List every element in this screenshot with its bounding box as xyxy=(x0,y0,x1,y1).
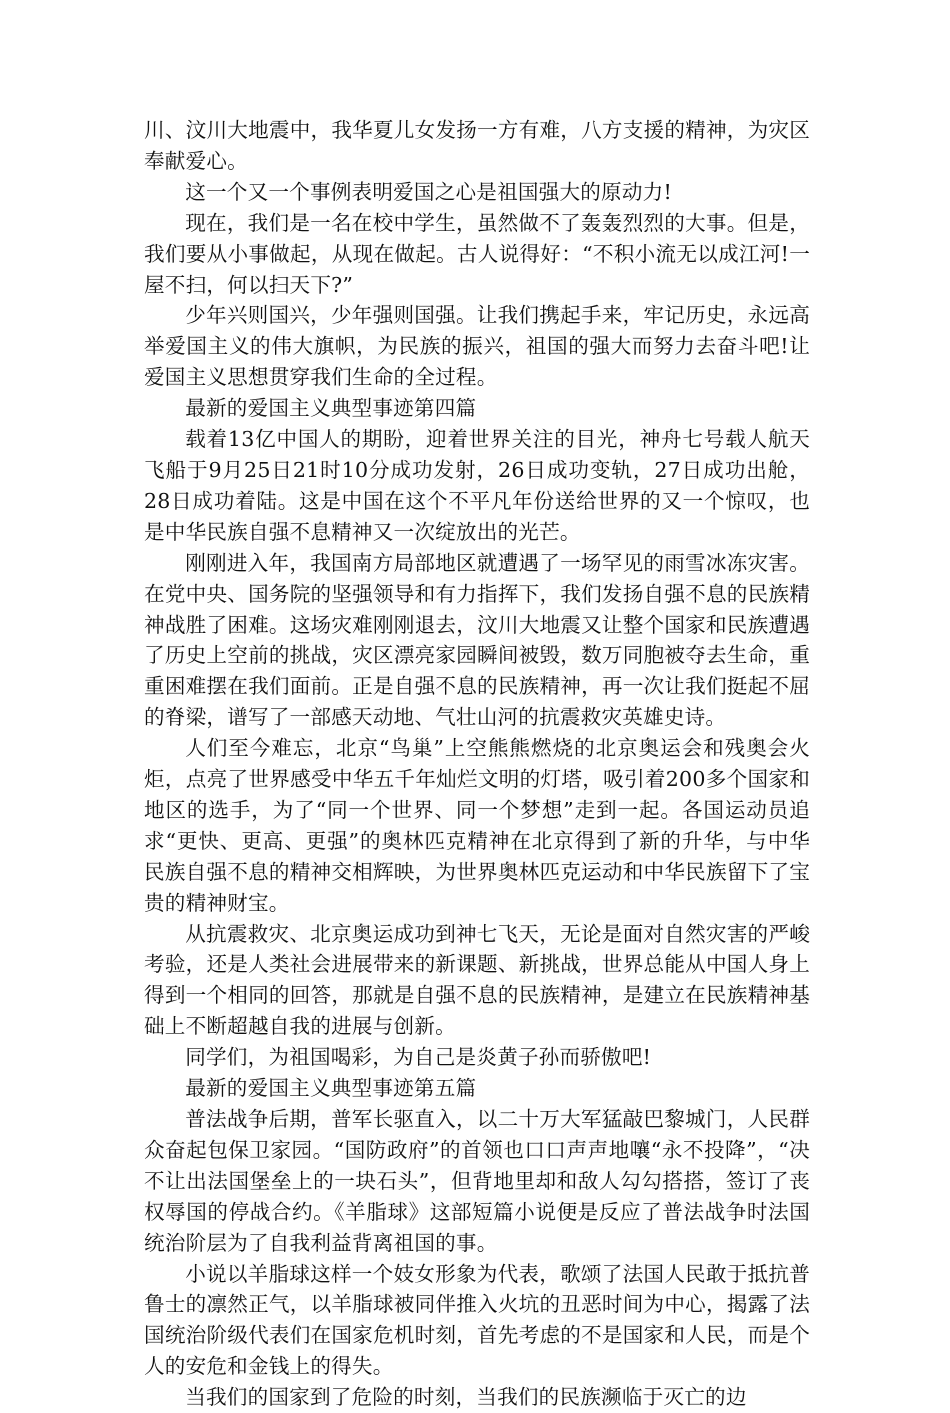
section-heading: 最新的爱国主义典型事迹第四篇 xyxy=(185,396,477,421)
paragraph: 载着13亿中国人的期盼，迎着世界关注的目光，神舟七号载人航天飞船于9月25日21时10分成功发射，26日成功变轨，27日成功出舱，28日成功着陆。这是中国在这个不平凡年份送给世界的又一个惊叹，也是中华民族自强不息精神又一次绽放出的光芒。 xyxy=(144,427,810,544)
paragraph: 人们至今难忘，北京“鸟巢”上空熊熊燃烧的北京奥运会和残奥会火炬，点亮了世界感受中华五千年灿烂文明的灯塔，吸引着200多个国家和地区的选手，为了“同一个世界、同一个梦想”走到一起。各国运动员追求“更快、更高、更强”的奥林匹克精神在北京得到了新的升华，与中华民族自强不息的精神交相辉映，为世界奥林匹克运动和中华民族留下了宝贵的精神财宝。 xyxy=(144,736,810,915)
paragraph: 川、汶川大地震中，我华夏儿女发扬一方有难，八方支援的精神，为灾区奉献爱心。 xyxy=(144,118,810,173)
paragraph: 现在，我们是一名在校中学生，虽然做不了轰轰烈烈的大事。但是，我们要从小事做起，从现在做起。古人说得好：“不积小流无以成江河!一屋不扫，何以扫天下?” xyxy=(144,210,810,297)
paragraph: 刚刚进入年，我国南方局部地区就遭遇了一场罕见的雨雪冰冻灾害。在党中央、国务院的坚强领导和有力指挥下，我们发扬自强不息的民族精神战胜了困难。这场灾难刚刚退去，汶川大地震又让整个国家和民族遭遇了历史上空前的挑战，灾区漂亮家园瞬间被毁，数万同胞被夺去生命，重重困难摆在我们面前。正是自强不息的民族精神，再一次让我们挺起不屈的脊梁，谱写了一部感天动地、气壮山河的抗震救灾英雄史诗。 xyxy=(144,550,810,730)
paragraph: 同学们，为祖国喝彩，为自己是炎黄子孙而骄傲吧! xyxy=(185,1045,652,1070)
document-body xyxy=(144,115,810,1413)
paragraph: 少年兴则国兴，少年强则国强。让我们携起手来，牢记历史，永远高举爱国主义的伟大旗帜，为民族的振兴，祖国的强大而努力去奋斗吧!让爱国主义思想贯穿我们生命的全过程。 xyxy=(144,303,810,390)
paragraph: 小说以羊脂球这样一个妓女形象为代表，歌颂了法国人民敢于抵抗普鲁士的凛然正气，以羊脂球被同伴推入火坑的丑恶时间为中心，揭露了法国统治阶级代表们在国家危机时刻，首先考虑的不是国家和人民，而是个人的安危和金钱上的得失。 xyxy=(144,1261,810,1379)
paragraph: 普法战争后期，普军长驱直入，以二十万大军猛敲巴黎城门，人民群众奋起包保卫家园。“国防政府”的首领也口口声声地嚷“永不投降”，“决不让出法国堡垒上的一块石头”，但背地里却和敌人勾勾搭搭，签订了丧权辱国的停战合约。《羊脂球》这部短篇小说便是反应了普法战争时法国统治阶层为了自我利益背离祖国的事。 xyxy=(144,1107,810,1255)
paragraph: 这一个又一个事例表明爱国之心是祖国强大的原动力! xyxy=(185,179,672,204)
paragraph: 从抗震救灾、北京奥运成功到神七飞天，无论是面对自然灾害的严峻考验，还是人类社会进展带来的新课题、新挑战，世界总能从中国人身上得到一个相同的回答，那就是自强不息的民族精神，是建立在民族精神基础上不断超越自我的进展与创新。 xyxy=(144,921,810,1039)
section-heading: 最新的爱国主义典型事迹第五篇 xyxy=(185,1076,477,1101)
paragraph: 当我们的国家到了危险的时刻，当我们的民族濒临于灭亡的边 xyxy=(185,1385,747,1410)
